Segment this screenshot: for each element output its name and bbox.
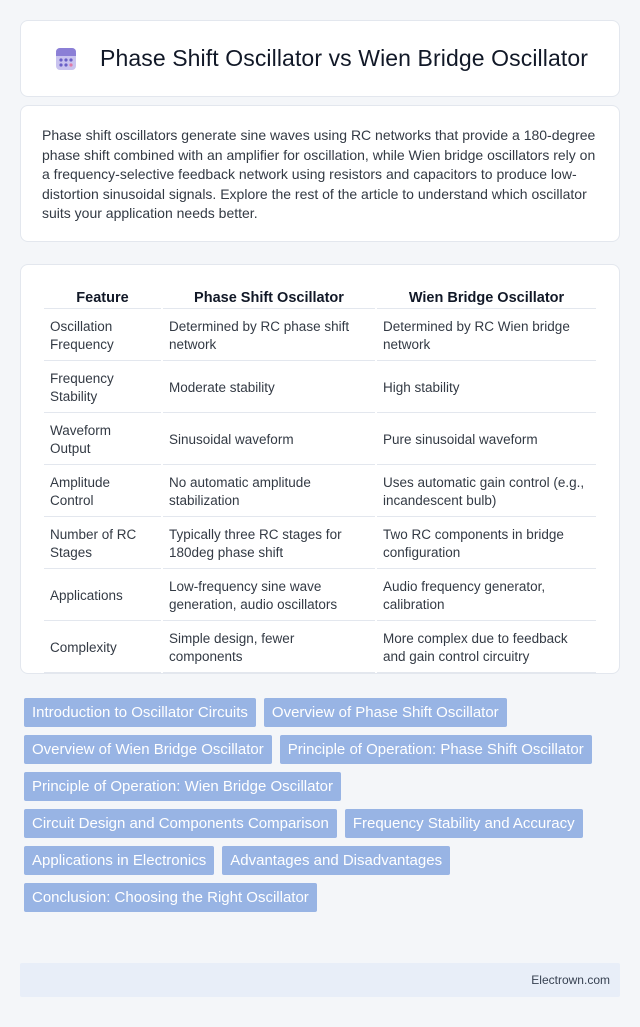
topic-link[interactable]: Principle of Operation: Phase Shift Oscillator (280, 735, 592, 764)
topic-link[interactable]: Principle of Operation: Wien Bridge Oscillator (24, 772, 341, 801)
topic-links (20, 694, 620, 916)
table-cell: Amplitude Control (44, 467, 161, 517)
table-header-row (44, 287, 596, 309)
topic-link[interactable]: Overview of Wien Bridge Oscillator (24, 735, 272, 764)
comparison-table-card (20, 264, 620, 674)
topic-link[interactable]: Frequency Stability and Accuracy (345, 809, 583, 838)
footer (20, 963, 620, 997)
table-cell: Audio frequency generator, calibration (377, 571, 596, 621)
topic-link[interactable]: Introduction to Oscillator Circuits (24, 698, 256, 727)
table-cell: High stability (377, 363, 596, 413)
intro-paragraph: Phase shift oscillators generate sine waves using RC networks that provide a 180-degree phase shift combined with an amplifier for oscillation, while Wien bridge oscillators rely on a frequency-selective feedback network using resistors and capacitors to produce low-distortion sinusoidal signals. Explore the rest of the article to understand which oscillator suits your application needs better. (42, 127, 596, 222)
table-cell: No automatic amplitude stabilization (163, 467, 375, 517)
topic-link[interactable]: Overview of Phase Shift Oscillator (264, 698, 507, 727)
table-cell: Moderate stability (163, 363, 375, 413)
table-row (44, 519, 596, 569)
column-header-wien-bridge: Wien Bridge Oscillator (377, 287, 596, 309)
table-row (44, 571, 596, 621)
table-cell: Determined by RC phase shift network (163, 311, 375, 361)
table-cell: Waveform Output (44, 415, 161, 465)
table-cell: Frequency Stability (44, 363, 161, 413)
comparison-table (42, 285, 598, 675)
column-header-feature: Feature (44, 287, 161, 309)
intro-card (20, 105, 620, 242)
table-row (44, 311, 596, 361)
table-cell: Typically three RC stages for 180deg phase shift (163, 519, 375, 569)
topic-link[interactable]: Advantages and Disadvantages (222, 846, 450, 875)
table-cell: Number of RC Stages (44, 519, 161, 569)
table-cell: More complex due to feedback and gain control circuitry (377, 623, 596, 673)
page-title: Phase Shift Oscillator vs Wien Bridge Oscillator (100, 45, 588, 71)
topic-link[interactable]: Circuit Design and Components Comparison (24, 809, 337, 838)
table-row (44, 363, 596, 413)
table-cell: Simple design, fewer components (163, 623, 375, 673)
table-cell: Two RC components in bridge configuration (377, 519, 596, 569)
table-row (44, 415, 596, 465)
calculator-icon (52, 45, 80, 73)
table-cell: Uses automatic gain control (e.g., incandescent bulb) (377, 467, 596, 517)
header-card (20, 20, 620, 97)
topic-link[interactable]: Conclusion: Choosing the Right Oscillator (24, 883, 317, 912)
table-cell: Oscillation Frequency (44, 311, 161, 361)
footer-site-name: Electrown.com (531, 973, 610, 987)
table-cell: Determined by RC Wien bridge network (377, 311, 596, 361)
table-cell: Sinusoidal waveform (163, 415, 375, 465)
table-row (44, 467, 596, 517)
table-cell: Complexity (44, 623, 161, 673)
column-header-phase-shift: Phase Shift Oscillator (163, 287, 375, 309)
table-cell: Pure sinusoidal waveform (377, 415, 596, 465)
table-row (44, 623, 596, 673)
topic-link[interactable]: Applications in Electronics (24, 846, 214, 875)
table-cell: Low-frequency sine wave generation, audio oscillators (163, 571, 375, 621)
table-cell: Applications (44, 571, 161, 621)
